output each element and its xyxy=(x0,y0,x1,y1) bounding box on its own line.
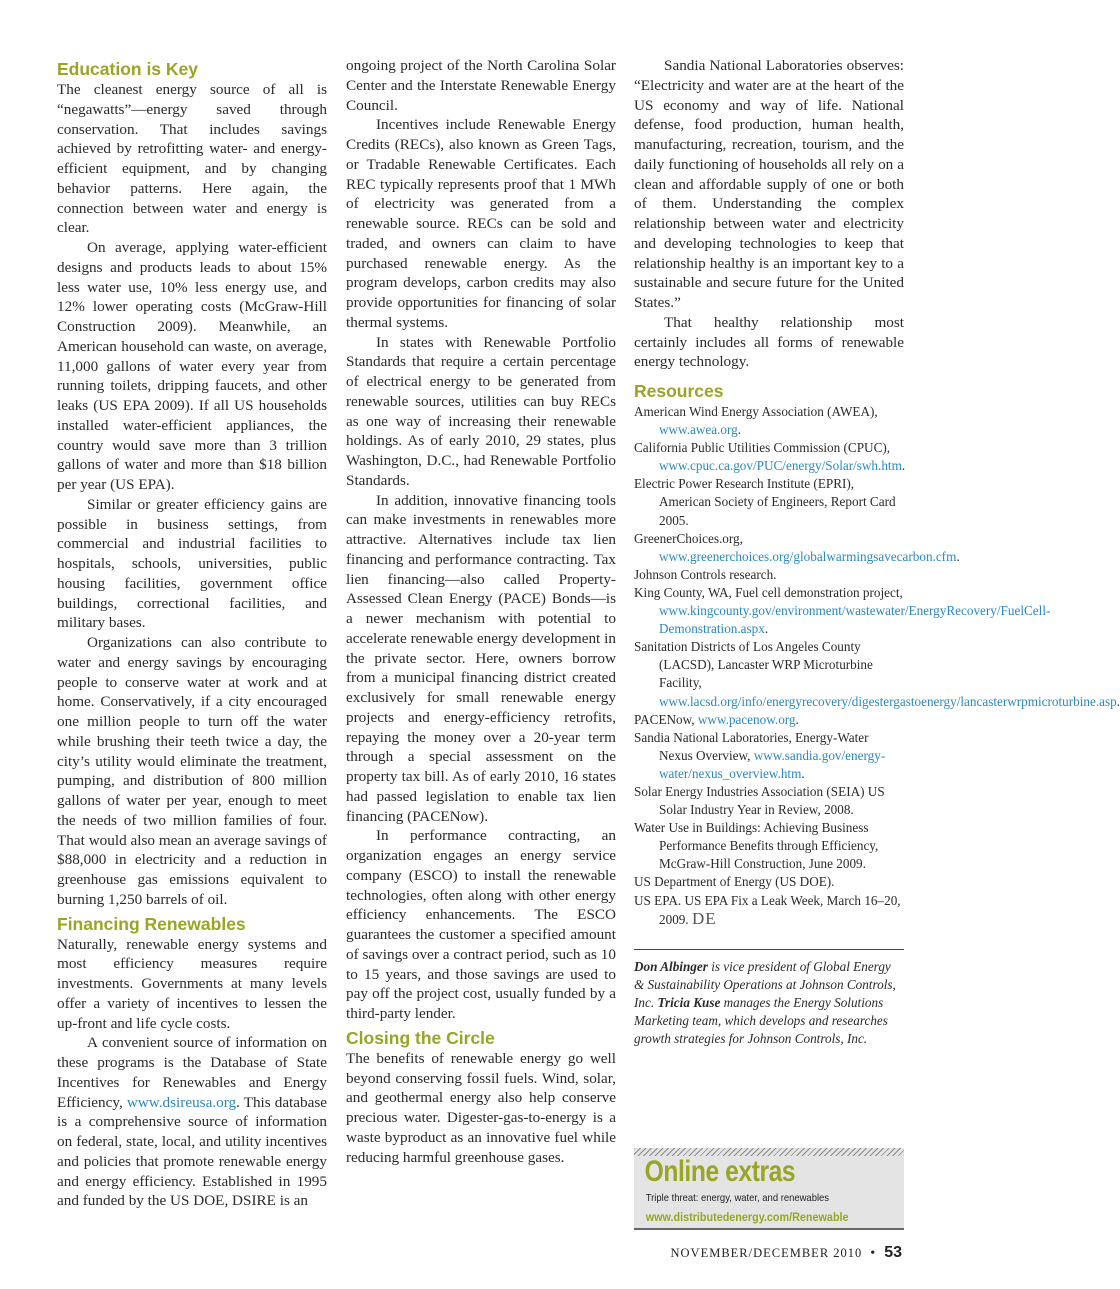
paragraph: Sandia National Laboratories observes: “Electricity and water are at the heart of the US economy and way of life. National defense, food production, human health, manufacturing, recreation, tourism, and the daily functioning of households all rely on a clean and affordable supply of one or both of them. Understanding the complex relationship between water and electricity and developing technologies to keep that relationship healthy is an important key to a sustainable and secure future for the United States.” xyxy=(634,57,904,311)
paragraph: The cleanest energy source of all is “negawatts”—energy saved through conservation. That includes savings achieved by retrofitting water- and energy-efficient equipment, and by changing behavior patterns. Here again, the connection between water and energy is clear. xyxy=(57,81,327,237)
online-extras-box xyxy=(634,1148,904,1230)
text: is vice president of Global Energy & Sustainability Operations at Johnson Controls, Inc. xyxy=(634,958,896,1010)
column-3 xyxy=(634,56,1120,1048)
online-extras-link[interactable]: www.distributedenergy.com/Renewable xyxy=(645,1210,849,1224)
author-name: Don Albinger xyxy=(634,958,708,974)
online-extras-title: Online extras xyxy=(644,1155,796,1188)
resource-item xyxy=(634,729,904,783)
text: . This database is a comprehensive source of information on federal, state, local, and utility incentives and policies that promote renewable energy and energy efficiency. Established in 1995 and funded by the US DOE, DSIRE is an xyxy=(57,1093,328,1210)
resource-punct: . xyxy=(801,765,805,781)
resource-item xyxy=(634,819,904,873)
column-2 xyxy=(346,56,616,1167)
resource-item xyxy=(634,892,904,929)
resources-list xyxy=(634,403,1120,929)
resource-item xyxy=(634,584,1051,638)
paragraph: Naturally, renewable energy systems and most efficiency measures require investments. Governments at many levels offer a variety of incentives to lessen the up-front and life cycle costs. xyxy=(57,935,327,1032)
paragraph: On average, applying water-efficient designs and products leads to about 15% less water use, 10% less energy use, and 12% lower operating costs (McGraw-Hill Construction 2009). Meanwhile, an American household can waste, on average, 11,000 gallons of water every year from running toilets, dripping faucets, and other leaks (US EPA 2009). If all US households installed water-efficient appliances, the country would save more than 3 trillion gallons of water and more than $18 billion per year (US EPA). xyxy=(57,239,327,493)
heading-closing: Closing the Circle xyxy=(346,1027,495,1048)
paragraph: That healthy relationship most certainly includes all forms of renewable energy technology. xyxy=(634,313,904,371)
footer-bullet: • xyxy=(870,1246,877,1261)
paragraph: Incentives include Renewable Energy Credits (RECs), also known as Green Tags, or Tradable Renewable Certificates. Each REC typically represents proof that 1 MWh of electricity was generated from a renewable source. RECs can be sold and traded, and owners can claim to have purchased renewable energy. As the program develops, carbon credits may also provide opportunities for financing of solar thermal systems. xyxy=(346,116,616,331)
heading-resources: Resources xyxy=(634,381,724,401)
resource-item xyxy=(634,711,904,729)
issue-date: NOVEMBER/DECEMBER 2010 xyxy=(670,1246,863,1260)
resource-item xyxy=(634,783,904,819)
resource-text: PACENow, xyxy=(634,711,698,727)
column-1 xyxy=(57,56,327,1211)
resource-punct: . xyxy=(795,711,799,727)
author-name: Tricia Kuse xyxy=(657,994,721,1010)
resource-text: Sandia National Laboratories, Energy-Water Nexus Overview, xyxy=(634,729,869,763)
resource-link[interactable]: www.kingcounty.gov/environment/wastewater/EnergyRecovery/FuelCell-Demonstration.aspx xyxy=(659,603,1051,637)
resource-text: American Wind Energy Association (AWEA), xyxy=(634,404,878,419)
resource-punct: . xyxy=(956,548,960,564)
resource-text: GreenerChoices.org, xyxy=(634,530,743,546)
heading-financing: Financing Renewables xyxy=(57,913,246,934)
resource-item xyxy=(634,638,1120,710)
page-number: 53 xyxy=(884,1244,902,1261)
paragraph: In addition, innovative financing tools can make investments in renewables more attractive. Alternatives include tax lien financing and performance contracting. Tax lien financing—also called Property-Assessed Clean Energy (PACE) Bonds—is a newer mechanism with potential to accelerate renewable energy development in the private sector. Here, owners borrow from a municipal financing district created exclusively for small renewable energy projects and energy-efficiency retrofits, repaying the money over a 20-year term through a special assessment on the property tax bill. As of early 2010, 16 states had passed legislation to enable tax lien financing (PACENow). xyxy=(346,491,616,825)
resource-link[interactable]: www.greenerchoices.org/globalwarmingsavecarbon.cfm xyxy=(659,548,957,564)
paragraph: Organizations can also contribute to water and energy savings by encouraging people to conserve water at work and at home. Conservatively, if a city encouraged one million people to turn off the water while brushing their teeth twice a day, the city’s utility would eliminate the treatment, pumping, and distribution of 800 million gallons of water per year, enough to meet the needs of two million families of four. That would also mean an average savings of $88,000 in electricity and a reduction in greenhouse gas emissions equivalent to burning 1,250 barrels of oil. xyxy=(57,634,327,908)
resource-link[interactable]: www.pacenow.org xyxy=(697,711,796,727)
resource-punct: . xyxy=(737,422,742,438)
resource-text: Johnson Controls research. xyxy=(634,566,777,582)
resource-punct: . xyxy=(1116,693,1120,709)
resource-text: Solar Energy Industries Association (SEIA) US Solar Industry Year in Review, 2008. xyxy=(634,783,885,818)
resource-text: Electric Power Research Institute (EPRI), American Society of Engineers, Report Card 2005. xyxy=(634,476,896,528)
resource-item xyxy=(634,439,904,475)
dsire-link[interactable]: www.dsireusa.org xyxy=(126,1093,237,1111)
text: A convenient source of information on these programs is the Database of State Incentives for Renewables and Energy Efficiency, xyxy=(57,1034,327,1111)
resource-link[interactable]: www.sandia.gov/energy-water/nexus_overview.htm xyxy=(659,747,886,781)
resource-text: Sanitation Districts of Los Angeles County (LACSD), Lancaster WRP Microturbine Facility, xyxy=(634,639,873,691)
resource-text: California Public Utilities Commission (CPUC), xyxy=(634,440,891,456)
resource-item xyxy=(634,566,904,584)
paragraph: Similar or greater efficiency gains are possible in business settings, from commercial and industrial facilities to hospitals, schools, universities, public housing facilities, government office buildings, correctional facilities, and military bases. xyxy=(57,495,327,632)
page-footer xyxy=(670,1244,902,1262)
resource-link[interactable]: www.lacsd.org/info/energyrecovery/digestergastoenergy/lancasterwrpmicroturbine.asp xyxy=(659,693,1117,709)
author-bio xyxy=(634,949,904,1048)
paragraph: In performance contracting, an organization engages an energy service company (ESCO) to install the renewable technologies, often along with other energy efficiency enhancements. The ESCO guarantees the customer a specified amount of savings over a contract period, such as 10 to 15 years, and those savings are used to pay off the project cost, usually funded by a third-party lender. xyxy=(346,827,616,1022)
resource-item xyxy=(634,530,960,566)
heading-education: Education is Key xyxy=(57,59,199,79)
text: manages the Energy Solutions Marketing team, which develops and researches growth strategies for Johnson Controls, Inc. xyxy=(634,994,888,1047)
resource-text: US Department of Energy (US DOE). xyxy=(634,874,835,890)
resource-link[interactable]: www.cpuc.ca.gov/PUC/energy/Solar/swh.htm xyxy=(659,458,902,474)
resource-item xyxy=(634,403,904,439)
paragraph: In states with Renewable Portfolio Standards that require a certain percentage of electrical energy to be generated from renewable sources, utilities can buy RECs as one way of increasing their renewable holdings. As of early 2010, 29 states, plus Washington, D.C., had Renewable Portfolio Standards. xyxy=(346,333,616,489)
end-mark: DE xyxy=(691,908,717,928)
resource-link[interactable]: www.awea.org xyxy=(659,422,738,438)
resource-punct: . xyxy=(764,621,769,637)
resource-punct: . xyxy=(901,458,906,474)
paragraph xyxy=(57,1033,327,1211)
resource-text: Water Use in Buildings: Achieving Business Performance Benefits through Efficiency, McGraw-Hill Construction, June 2009. xyxy=(634,820,879,872)
resource-item xyxy=(634,475,904,529)
resource-text: US EPA. US EPA Fix a Leak Week, March 16–20, 2009. xyxy=(634,892,901,927)
resource-text: King County, WA, Fuel cell demonstration project, xyxy=(634,584,903,600)
paragraph: ongoing project of the North Carolina Solar Center and the Interstate Renewable Energy Council. xyxy=(346,57,616,114)
paragraph: The benefits of renewable energy go well beyond conserving fossil fuels. Wind, solar, and geothermal energy also help conserve precious water. Digester-gas-to-energy is a waste byproduct as an innovative fuel while reducing harmful greenhouse gases. xyxy=(346,1049,616,1166)
online-extras-subtitle: Triple threat: energy, water, and renewables xyxy=(645,1192,830,1204)
resource-item xyxy=(634,873,904,891)
